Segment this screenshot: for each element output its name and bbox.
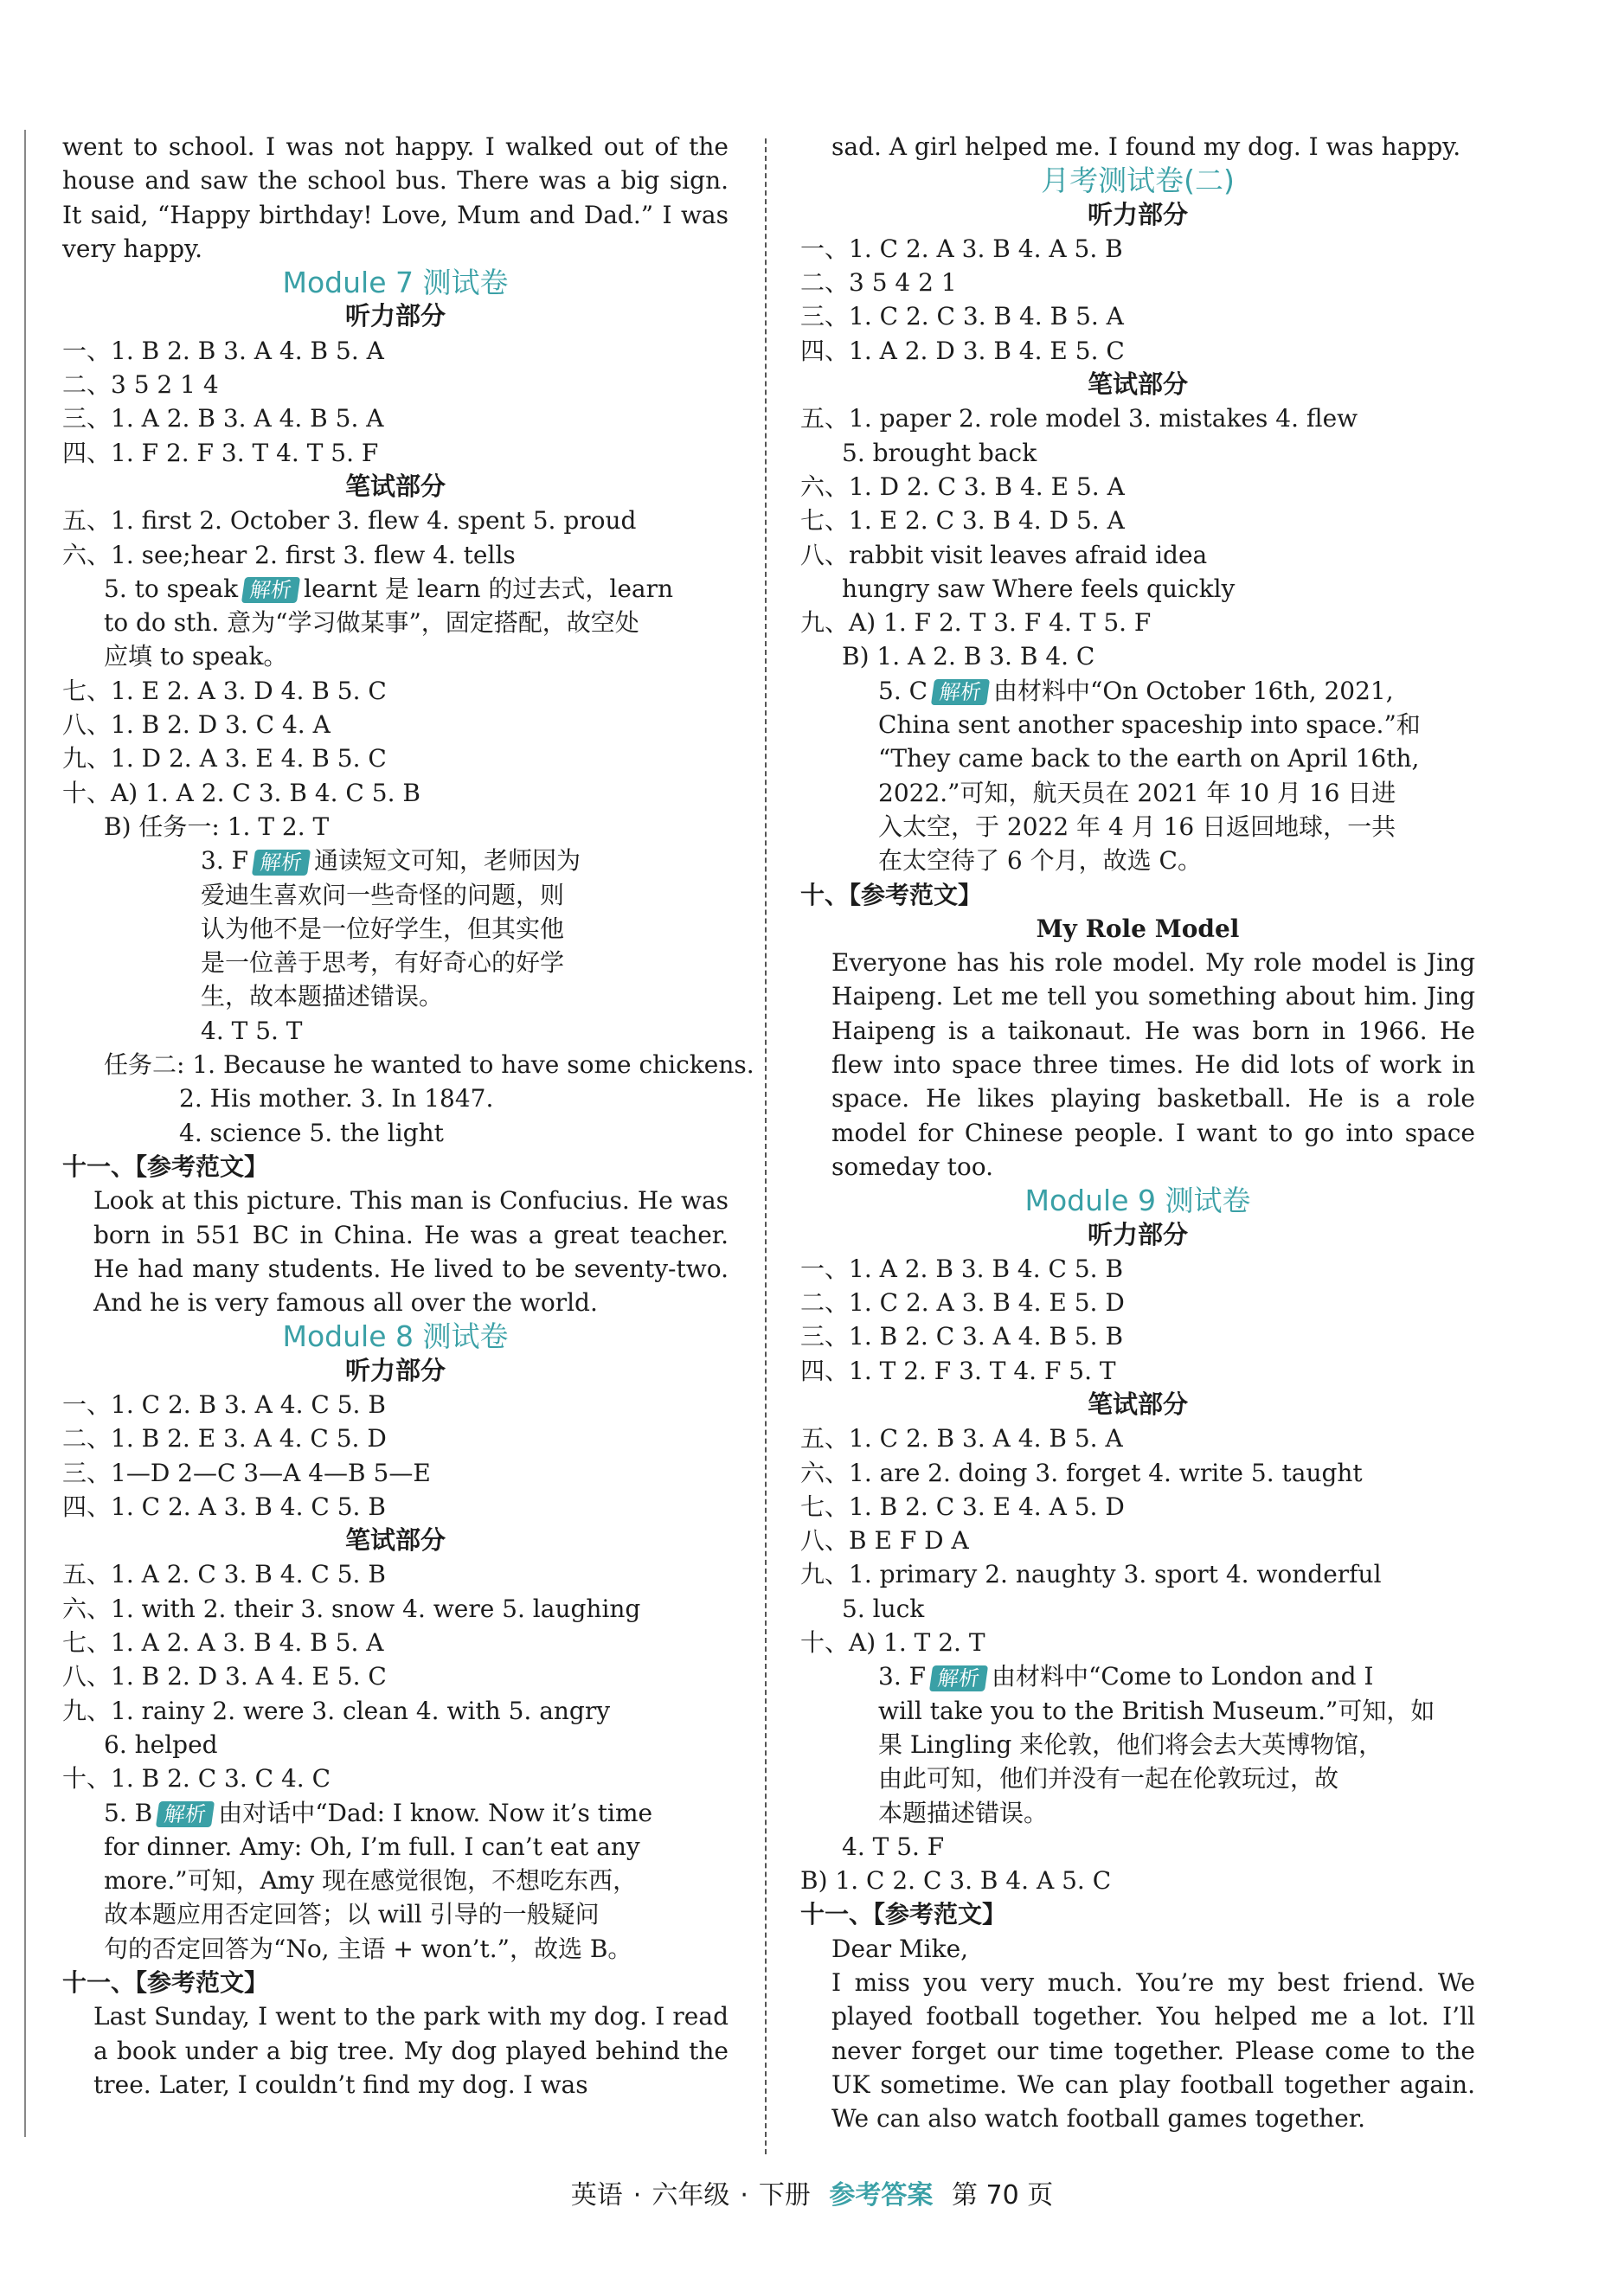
answer-line: 6. helped [104,1729,218,1759]
m8-listening-heading: 听力部分 [344,1355,446,1385]
module9-title: Module 9 测试卷 [1024,1184,1251,1218]
analysis-tag: 解析 [156,1801,215,1827]
module8-title: Module 8 测试卷 [282,1319,509,1354]
answer-line: 五、1. A 2. C 3. B 4. C 5. B [62,1560,386,1589]
answer-line: 八、1. B 2. D 3. C 4. A [62,710,331,740]
answer-line: 二、3 5 4 2 1 [800,268,957,298]
module7-title: Module 7 测试卷 [282,266,509,300]
page-footer [0,2173,1624,2211]
answer-line: 八、1. B 2. D 3. A 4. E 5. C [62,1662,387,1691]
footer-separator: · [632,2180,642,2211]
analysis-line: 在太空待了 6 个月，故选 C。 [878,846,1202,876]
answer-line: 2. His mother. 3. In 1847. [179,1084,494,1113]
analysis-tag: 解析 [929,1665,988,1691]
analysis-line: 爱迪生喜欢问一些奇怪的问题，则 [201,880,565,909]
analysis-line: China sent another spaceship into space.”和 [878,710,1421,740]
answer-line: 七、1. E 2. C 3. B 4. D 5. A [800,506,1125,536]
footer-grade: 六年级 [652,2180,730,2211]
analysis-line: 2022.”可知，航天员在 2021 年 10 月 16 日进 [878,778,1396,807]
reference-essay: Last Sunday, I went to the park with my dog. I read a book under a big tree. My dog played behind the tree. Later, I couldn’t find my dog. I was [93,2002,729,2099]
answer-line: 七、1. E 2. A 3. D 4. B 5. C [62,676,387,705]
answer-line: 5. C 解析 由材料中“On October 16th, 2021, [878,676,1394,705]
answer-line: 二、3 5 2 1 4 [62,370,219,400]
analysis-line: 本题描述错误。 [878,1798,1049,1827]
letter-greeting: Dear Mike, [831,1934,969,1963]
answer-line: 4. T 5. T [201,1016,303,1045]
answer-line: 一、1. B 2. B 3. A 4. B 5. A [62,336,384,365]
answer-line: 九、1. rainy 2. were 3. clean 4. with 5. angry [62,1696,611,1725]
mt2-written-heading: 笔试部分 [1087,369,1188,400]
analysis-line: 由此可知，他们并没有一起在伦敦玩过，故 [878,1764,1339,1794]
analysis-line: will take you to the British Museum.”可知，如 [878,1696,1435,1725]
analysis-tag: 解析 [241,577,300,603]
intro-paragraph: went to school. I was not happy. I walked out of the house and saw the school bus. There was a big sign. It said, “Happy birthday! Love, Mum and Dad.” I was very happy. [62,132,729,263]
answer-line: 八、B E F D A [800,1526,969,1556]
answer-line: 4. T 5. F [842,1832,945,1861]
footer-answers-label: 参考答案 [829,2180,934,2211]
answer-line: 九、1. D 2. A 3. E 4. B 5. C [62,744,387,773]
left-column [62,130,754,2102]
answer-line: 八、rabbit visit leaves afraid idea [800,540,1208,569]
analysis-tag: 解析 [931,679,990,705]
answer-line: 5. B 解析 由对话中“Dad: I know. Now it’s time [104,1798,653,1827]
reference-essay-heading: 十一、【参考范文】 [62,1152,269,1181]
footer-term: 下册 [758,2180,811,2211]
answer-line: 一、1. C 2. B 3. A 4. C 5. B [62,1389,386,1419]
analysis-line: 认为他不是一位好学生，但其实他 [201,914,565,943]
answer-line: 十、1. B 2. C 3. C 4. C [62,1764,331,1794]
analysis-line: 故本题应用否定回答；以 will 引导的一般疑问 [104,1900,600,1929]
answer-line: 六、1. are 2. doing 3. forget 4. write 5. taught [800,1458,1363,1487]
answer-line: 三、1. A 2. B 3. A 4. B 5. A [62,404,384,433]
answer-line: B) 1. A 2. B 3. B 4. C [842,642,1095,671]
intro-paragraph: sad. A girl helped me. I found my dog. I was happy. [831,132,1461,161]
answer-line: 二、1. B 2. E 3. A 4. C 5. D [62,1424,387,1454]
answer-line: 四、1. A 2. D 3. B 4. E 5. C [800,336,1125,365]
answer-line: 十、A) 1. A 2. C 3. B 4. C 5. B [62,778,420,807]
page-edge-line [24,130,26,2137]
mt2-listening-heading: 听力部分 [1087,199,1188,229]
analysis-line: “They came back to the earth on April 16th, [878,744,1420,773]
answer-line: 3. F 解析 通读短文可知，老师因为 [201,846,581,876]
answer-line: 五、1. first 2. October 3. flew 4. spent 5. proud [62,506,637,536]
answer-line: 五、1. paper 2. role model 3. mistakes 4. flew [800,404,1358,433]
answer-line: 六、1. D 2. C 3. B 4. E 5. A [800,472,1125,501]
essay-title: My Role Model [1036,914,1240,943]
answer-line: 三、1. C 2. C 3. B 4. B 5. A [800,302,1124,331]
answer-line: 任务二: 1. Because he wanted to have some chickens. [104,1050,754,1080]
answer-line: 三、1. B 2. C 3. A 4. B 5. B [800,1322,1124,1351]
monthly-test-2-title: 月考测试卷(二) [1041,164,1235,198]
answer-line: 5. brought back [842,438,1037,467]
answer-line: 四、1. C 2. A 3. B 4. C 5. B [62,1492,386,1521]
reference-essay-heading: 十、【参考范文】 [800,880,983,909]
m9-listening-heading: 听力部分 [1087,1219,1188,1249]
analysis-line: 应填 to speak。 [104,642,288,671]
answer-line: 5. luck [842,1594,925,1623]
analysis-line: more.”可知，Amy 现在感觉很饱，不想吃东西， [104,1866,638,1896]
answer-line: 七、1. B 2. C 3. E 4. A 5. D [800,1492,1125,1521]
footer-separator: · [740,2180,748,2211]
reference-essay-heading: 十一、【参考范文】 [62,1968,269,1998]
answer-line: 4. science 5. the light [179,1118,444,1147]
analysis-line: 是一位善于思考，有好奇心的好学 [201,948,565,978]
answer-line: 四、1. F 2. F 3. T 4. T 5. F [62,438,379,467]
analysis-line: 生，故本题描述错误。 [201,982,444,1011]
answer-line: 二、1. C 2. A 3. B 4. E 5. D [800,1288,1125,1318]
reference-essay-heading: 十一、【参考范文】 [800,1900,1007,1929]
answer-line: 十、A) 1. T 2. T [800,1628,985,1658]
reference-essay: Everyone has his role model. My role model is Jing Haipeng. Let me tell you something about him. Jing Haipeng is a taikonaut. He was born in 1966. He flew into space three times. He did lots of work in space. He likes playing basketball. He is a role model for Chinese people. I want to go into space someday too. [831,948,1475,1181]
answer-line: B) 1. C 2. C 3. B 4. A 5. C [800,1866,1112,1896]
page-number: 第 70 页 [951,2180,1054,2211]
answer-line: 一、1. C 2. A 3. B 4. A 5. B [800,234,1123,263]
m7-written-heading: 笔试部分 [344,471,446,501]
answer-line: B) 任务一: 1. T 2. T [104,812,330,841]
answer-line: 九、A) 1. F 2. T 3. F 4. T 5. F [800,608,1152,638]
reference-letter: I miss you very much. You’re my best friend. We played football together. You helped me a lot. I’ll never forget our time together. Please come to the UK sometime. We can play football together again. We can also watch football games together. [831,1968,1475,2134]
answer-line: 三、1—D 2—C 3—A 4—B 5—E [62,1458,431,1487]
answer-line: 五、1. C 2. B 3. A 4. B 5. A [800,1424,1123,1454]
analysis-line: 果 Lingling 来伦敦，他们将会去大英博物馆， [878,1729,1383,1759]
analysis-line: to do sth. 意为“学习做某事”，固定搭配，故空处 [104,608,639,638]
answer-line: 九、1. primary 2. naughty 3. sport 4. wonderful [800,1560,1382,1589]
answer-line: 四、1. T 2. F 3. T 4. F 5. T [800,1356,1116,1385]
m7-listening-heading: 听力部分 [344,301,446,331]
reference-essay: Look at this picture. This man is Confucius. He was born in 551 BC in China. He was a great teacher. He had many students. He lived to be seventy-two. And he is very famous all over the world. [93,1186,729,1318]
column-divider [765,138,767,2154]
analysis-line: for dinner. Amy: Oh, I’m full. I can’t eat any [104,1832,640,1861]
answer-line: 3. F 解析 由材料中“Come to London and I [878,1662,1374,1691]
answer-line: 一、1. A 2. B 3. B 4. C 5. B [800,1254,1124,1283]
analysis-tag: 解析 [252,850,311,876]
m8-written-heading: 笔试部分 [344,1525,446,1556]
answer-line: hungry saw Where feels quickly [842,574,1236,603]
answer-line: 七、1. A 2. A 3. B 4. B 5. A [62,1628,384,1658]
answer-line: 六、1. with 2. their 3. snow 4. were 5. laughing [62,1594,641,1623]
m9-written-heading: 笔试部分 [1087,1389,1188,1419]
right-column [800,130,1475,2136]
footer-subject: 英语 [570,2180,623,2211]
analysis-line: 句的否定回答为“No, 主语 + won’t.”，故选 B。 [104,1934,632,1963]
analysis-line: 入太空，于 2022 年 4 月 16 日返回地球，一共 [878,812,1396,841]
answer-line: 六、1. see;hear 2. first 3. flew 4. tells [62,540,516,569]
answer-line: 5. to speak 解析 learnt 是 learn 的过去式，learn [104,574,674,603]
